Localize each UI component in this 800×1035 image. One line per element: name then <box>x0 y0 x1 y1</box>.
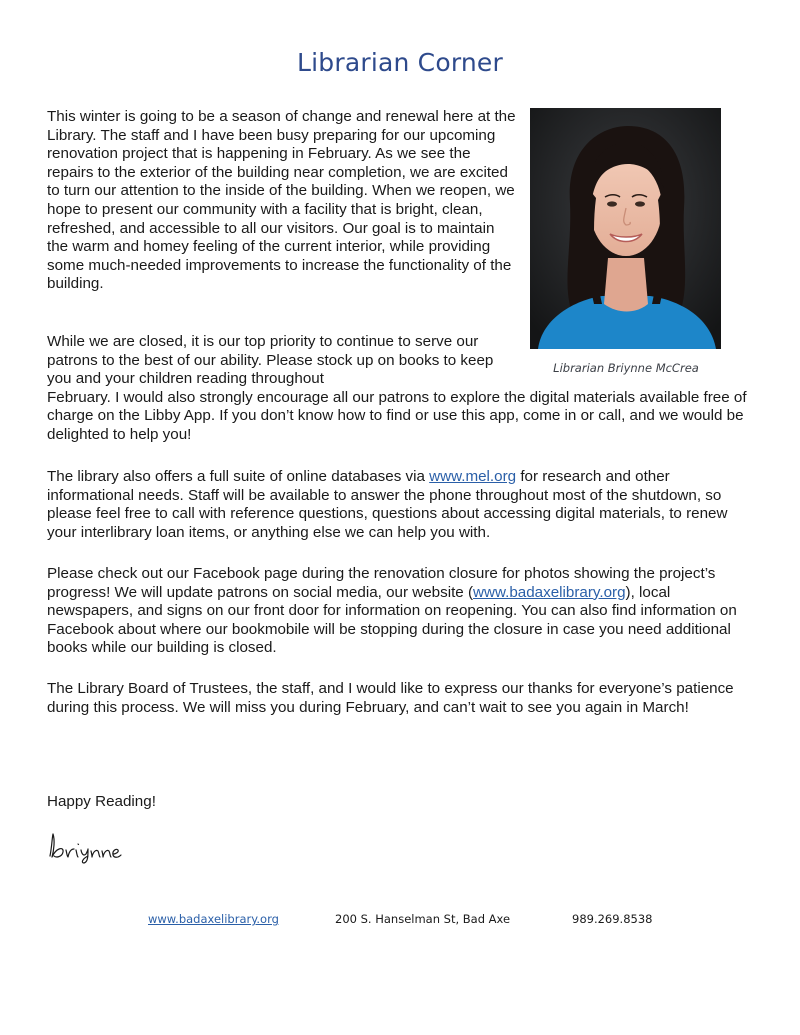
librarian-photo <box>530 108 721 349</box>
paragraph-closure-services <box>47 333 753 445</box>
mel-link[interactable]: www.mel.org <box>429 468 517 485</box>
photo-caption: Librarian Briynne McCrea <box>553 361 699 375</box>
paragraph-thanks: The Library Board of Trustees, the staff, and I would like to express our thanks for everyone’s patience during this process. We will miss you during February, and can’t wait to see you again in March! <box>47 680 734 716</box>
p4-text-after: ), local newspapers, and signs on our front door for information on reopening. You can also find information on Facebook about where our bookmobile will be stopping during the closure in case you need additional books while our building is closed. <box>47 583 737 657</box>
p3-text-before: The library also offers a full suite of online databases via <box>47 468 430 485</box>
closing-line: Happy Reading! <box>47 793 156 810</box>
website-link[interactable]: www.badaxelibrary.org <box>473 583 626 601</box>
p4-text-before: Please check out our Facebook page during the renovation closure for photos showing the project’s progress! We will update patrons on social media, our website ( <box>47 565 716 601</box>
footer-website-link[interactable]: www.badaxelibrary.org <box>148 912 279 926</box>
signature-image <box>46 830 126 864</box>
paragraph-closure-services-part2: February. I would also strongly encourage all our patrons to explore the digital materials available free of charge on the Libby App. If you don’t know how to find or use this app, come in or call, and we would be delighted to help you! <box>47 388 747 443</box>
p3-text-after: for research and other informational needs. Staff will be available to answer the phone throughout most of the shutdown, so please feel free to call with reference questions, questions about accessing digital materials, to renew your interlibrary loan items, or anything else we can help you with. <box>47 468 728 541</box>
paragraph-renovation-intro: This winter is going to be a season of change and renewal here at the Library. The staff and I have been busy preparing for our upcoming renovation project that is happening in February. As we see the repairs to the exterior of the building near completion, we are excited to turn our attention to the inside of the building. When we reopen, we hope to present our community with a facility that is bright, clean, refreshed, and accessible to all our visitors. Our goal is to maintain the warm and homey feeling of the current interior, while providing some much-needed improvements to increase the functionality of the building. <box>47 108 516 293</box>
footer-address: 200 S. Hanselman St, Bad Axe <box>335 912 511 926</box>
paragraph-facebook-updates <box>47 565 753 658</box>
paragraph-online-databases <box>47 468 753 542</box>
page-title: Librarian Corner <box>297 48 503 77</box>
paragraph-closure-services-part1: While we are closed, it is our top priority to continue to serve our patrons to the best of our ability. Please stock up on books to keep you and your children reading throughout <box>47 333 494 388</box>
footer-phone: 989.269.8538 <box>572 912 653 926</box>
